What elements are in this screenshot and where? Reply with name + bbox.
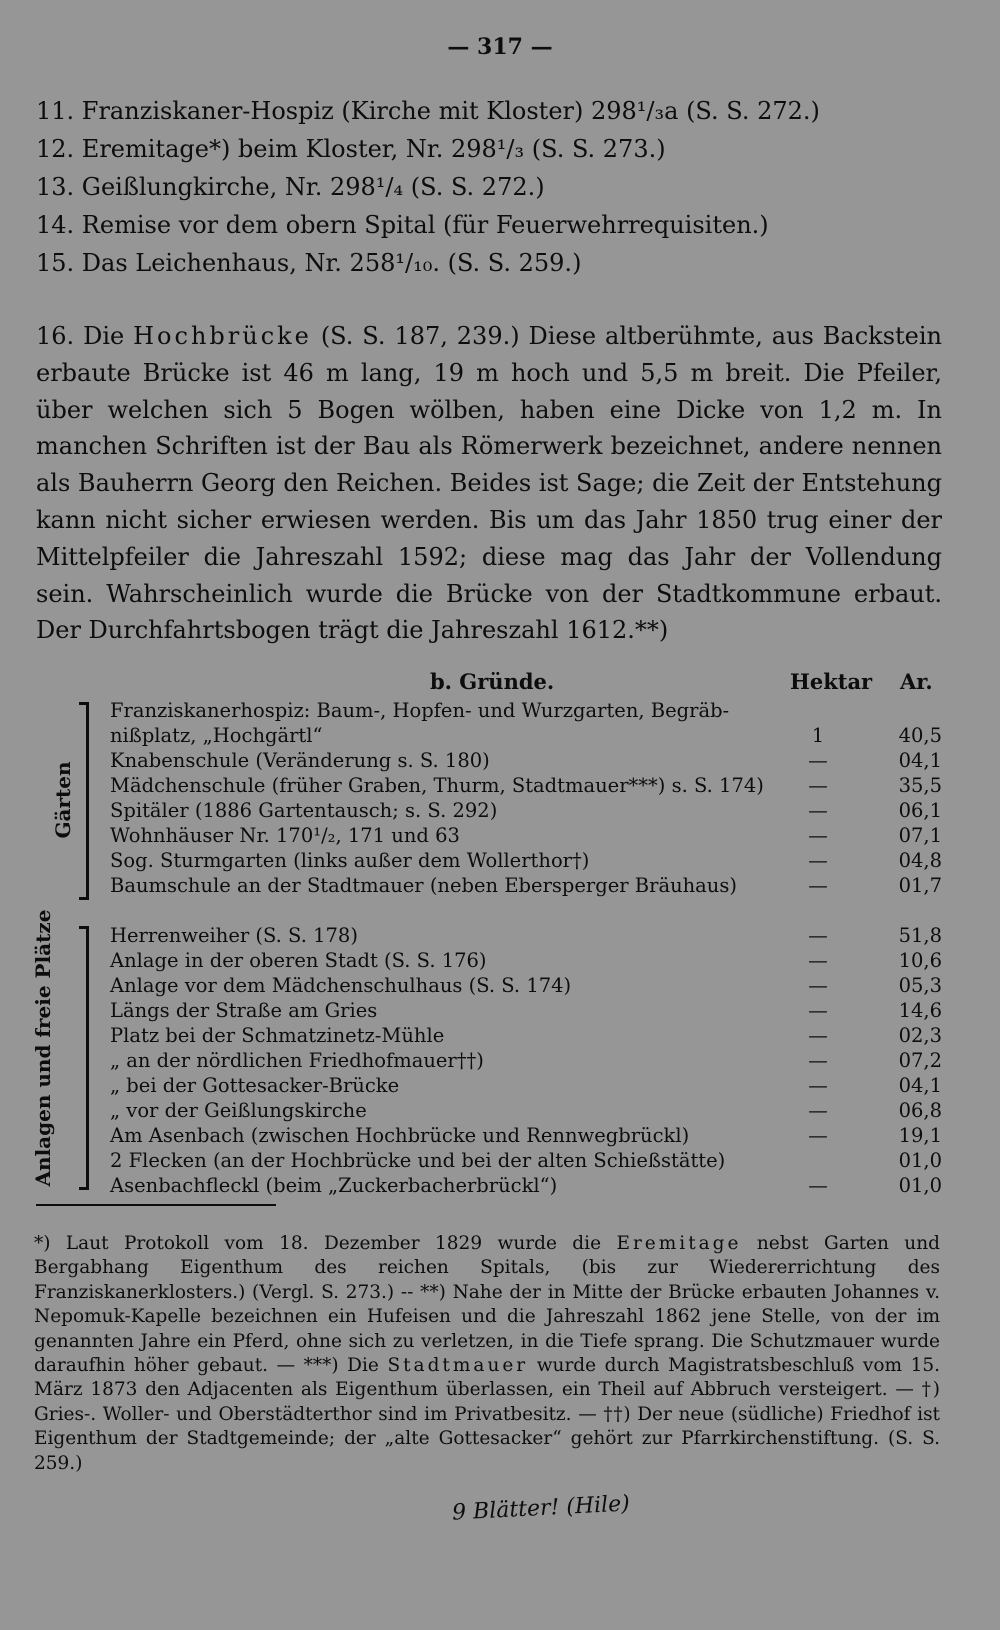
list-item: 13. Geißlungkirche, Nr. 298¹/₄ (S. S. 272.): [36, 173, 545, 201]
page-number: — 317 —: [447, 34, 553, 60]
row-name: Sog. Sturmgarten (links außer dem Wollerthor†): [110, 849, 590, 872]
row-ar: 04,8: [898, 849, 942, 872]
table-row: [110, 748, 948, 773]
table-row: [110, 1123, 948, 1148]
row-hektar: —: [808, 1074, 828, 1097]
row-name: Anlage in der oberen Stadt (S. S. 176): [110, 949, 487, 972]
table-group-gaerten: [110, 698, 948, 898]
hochbruecke-paragraph: [36, 318, 942, 649]
row-ar: 05,3: [898, 974, 942, 997]
row-name: Spitäler (1886 Gartentausch; s. S. 292): [110, 799, 498, 822]
row-ar: 01,7: [898, 874, 942, 897]
row-hektar: —: [808, 949, 828, 972]
row-ar: 51,8: [898, 924, 942, 947]
row-hektar: —: [808, 799, 828, 822]
table-row: [110, 1098, 948, 1123]
row-ar: 01,0: [898, 1149, 942, 1172]
row-name: 2 Flecken (an der Hochbrücke und bei der alten Schießstätte): [110, 1149, 726, 1172]
footnote-spaced: Eremitage: [616, 1233, 742, 1254]
row-ar: 07,1: [898, 824, 942, 847]
row-name: Mädchenschule (früher Graben, Thurm, Stadtmauer***) s. S. 174): [110, 774, 764, 797]
row-hektar: —: [808, 849, 828, 872]
item16-lead: 16. Die: [36, 322, 125, 350]
table-title: b. Gründe.: [430, 669, 555, 694]
table-group-anlagen: [110, 923, 948, 1198]
row-name: Anlage vor dem Mädchenschulhaus (S. S. 174): [110, 974, 572, 997]
row-hektar: 1: [811, 724, 825, 747]
table-row: [110, 923, 948, 948]
table-row: [110, 948, 948, 973]
row-ar: 04,1: [898, 749, 942, 772]
bracket-anlagen: [86, 926, 89, 1190]
row-name: „ an der nördlichen Friedhofmauer††): [110, 1049, 484, 1072]
list-item: 15. Das Leichenhaus, Nr. 258¹/₁₀. (S. S. 259.): [36, 249, 582, 277]
table-row: [110, 1148, 948, 1173]
row-hektar: —: [808, 1099, 828, 1122]
row-hektar: —: [808, 1124, 828, 1147]
handwritten-note: 9 Blätter! (Hile): [451, 1491, 631, 1526]
row-name: „ vor der Geißlungskirche: [110, 1099, 367, 1122]
row-name: Asenbachfleckl (beim „Zuckerbacherbrückl“): [110, 1174, 558, 1197]
column-header-hektar: Hektar: [790, 669, 873, 694]
footnote-spaced: Stadtmauer: [387, 1355, 529, 1377]
row-name: nißplatz, „Hochgärtl“: [110, 724, 323, 747]
row-ar: 01,0: [898, 1174, 942, 1197]
row-name: Knabenschule (Veränderung s. S. 180): [110, 749, 490, 772]
table-row: [110, 798, 948, 823]
table-row: [110, 848, 948, 873]
table-row: [110, 823, 948, 848]
group-label-gaerten: Gärten: [51, 761, 75, 839]
table-row: [110, 698, 948, 723]
row-ar: 06,1: [898, 799, 942, 822]
row-hektar: —: [808, 1174, 828, 1197]
row-ar: 02,3: [898, 1024, 942, 1047]
row-ar: 40,5: [898, 724, 942, 747]
row-hektar: —: [808, 924, 828, 947]
table-row: [110, 1173, 948, 1198]
row-ar: 10,6: [898, 949, 942, 972]
row-hektar: —: [808, 999, 828, 1022]
row-hektar: —: [808, 874, 828, 897]
row-name: „ bei der Gottesacker-Brücke: [110, 1074, 400, 1097]
item16-text: (S. S. 187, 239.) Diese altberühmte, aus Backstein erbaute Brücke ist 46 m lang, 19 m hoch und 5,5 m breit. Die Pfeiler, über welchen sich 5 Bogen wölben, haben eine Dicke von 1,2 m. In manchen Schriften ist der Bau als Römerwerk bezeichnet, andere nennen als Bauherrn Georg den Reichen. Beides ist Sage; die Zeit der Entstehung kann nicht sicher erwiesen werden. Bis um das Jahr 1850 trug einer der Mittelpfeiler die Jahreszahl 1592; diese mag das Jahr der Vollendung sein. Wahrscheinlich wurde die Brücke von der Stadtkommune erbaut. Der Durchfahrtsbogen trägt die Jahreszahl 1612.**): [36, 322, 942, 645]
row-name: Herrenweiher (S. S. 178): [110, 924, 358, 947]
row-hektar: —: [808, 774, 828, 797]
table-row: [110, 998, 948, 1023]
table-row: [110, 773, 948, 798]
row-name: Platz bei der Schmatzinetz-Mühle: [110, 1024, 445, 1047]
footnote-text: wurde durch Magistratsbeschluß vom 15. März 1873 den Adjacenten als Eigenthum überlassen, ein Theil auf Abbruch versteigert. — †) Gries-. Woller- und Oberstädterthor sind im Privatbesitz. — ††) Der neue (südliche) Friedhof ist Eigenthum der Stadtgemeinde; der „alte Gottesacker“ gehört zur Pfarrkirchenstiftung. (S. S. 259.): [34, 1355, 940, 1474]
row-name: Wohnhäuser Nr. 170¹/₂, 171 und 63: [110, 824, 460, 847]
row-hektar: —: [808, 974, 828, 997]
row-name: Längs der Straße am Gries: [110, 999, 378, 1022]
row-ar: 35,5: [898, 774, 942, 797]
table-row: [110, 973, 948, 998]
table-row: [110, 1073, 948, 1098]
table-row: [110, 873, 948, 898]
footnote-text: nebst Garten und Bergabhang Eigenthum des reichen Spitals, (bis zur Wiedererrichtung des Franziskanerklosters.) (Vergl. S. 273.) -- **) Nahe der in Mitte der Brücke erbauten Johannes v. Nepomuk-Kapelle bezeichnen ein Hufeisen und die Jahreszahl 1862 jene Stelle, von der im genannten Jahre ein Pferd, ohne sich zu verletzen, in die Tiefe sprang. Die Schutzmauer wurde daraufhin höher gebaut. — ***) Die: [34, 1233, 940, 1377]
row-ar: 19,1: [898, 1124, 942, 1147]
footnote-text: *) Laut Protokoll vom 18. Dezember 1829 wurde die: [34, 1233, 602, 1254]
footnote-divider: [36, 1204, 276, 1206]
row-name: Franziskanerhospiz: Baum-, Hopfen- und Wurzgarten, Begräb-: [110, 699, 730, 722]
group-label-anlagen: Anlagen und freie Plätze: [31, 909, 55, 1187]
row-hektar: —: [808, 1049, 828, 1072]
column-header-ar: Ar.: [900, 669, 933, 694]
row-hektar: —: [808, 1024, 828, 1047]
row-name: Am Asenbach (zwischen Hochbrücke und Rennwegbrückl): [110, 1124, 690, 1147]
row-ar: 07,2: [898, 1049, 942, 1072]
row-hektar: —: [808, 824, 828, 847]
list-item: 12. Eremitage*) beim Kloster, Nr. 298¹/₃ (S. S. 273.): [36, 135, 666, 163]
building-list: [36, 92, 942, 282]
row-hektar: —: [808, 749, 828, 772]
footnotes: [34, 1232, 940, 1476]
list-item: 14. Remise vor dem obern Spital (für Feuerwehrrequisiten.): [36, 211, 769, 239]
row-ar: 04,1: [898, 1074, 942, 1097]
table-row: [110, 1048, 948, 1073]
row-ar: 14,6: [898, 999, 942, 1022]
bracket-gaerten: [86, 702, 89, 900]
row-ar: 06,8: [898, 1099, 942, 1122]
list-item: 11. Franziskaner-Hospiz (Kirche mit Kloster) 298¹/₃a (S. S. 272.): [36, 97, 820, 125]
table-row: [110, 1023, 948, 1048]
row-name: Baumschule an der Stadtmauer (neben Ebersperger Bräuhaus): [110, 874, 737, 897]
table-row: [110, 723, 948, 748]
item16-spaced-title: Hochbrücke: [133, 322, 312, 350]
